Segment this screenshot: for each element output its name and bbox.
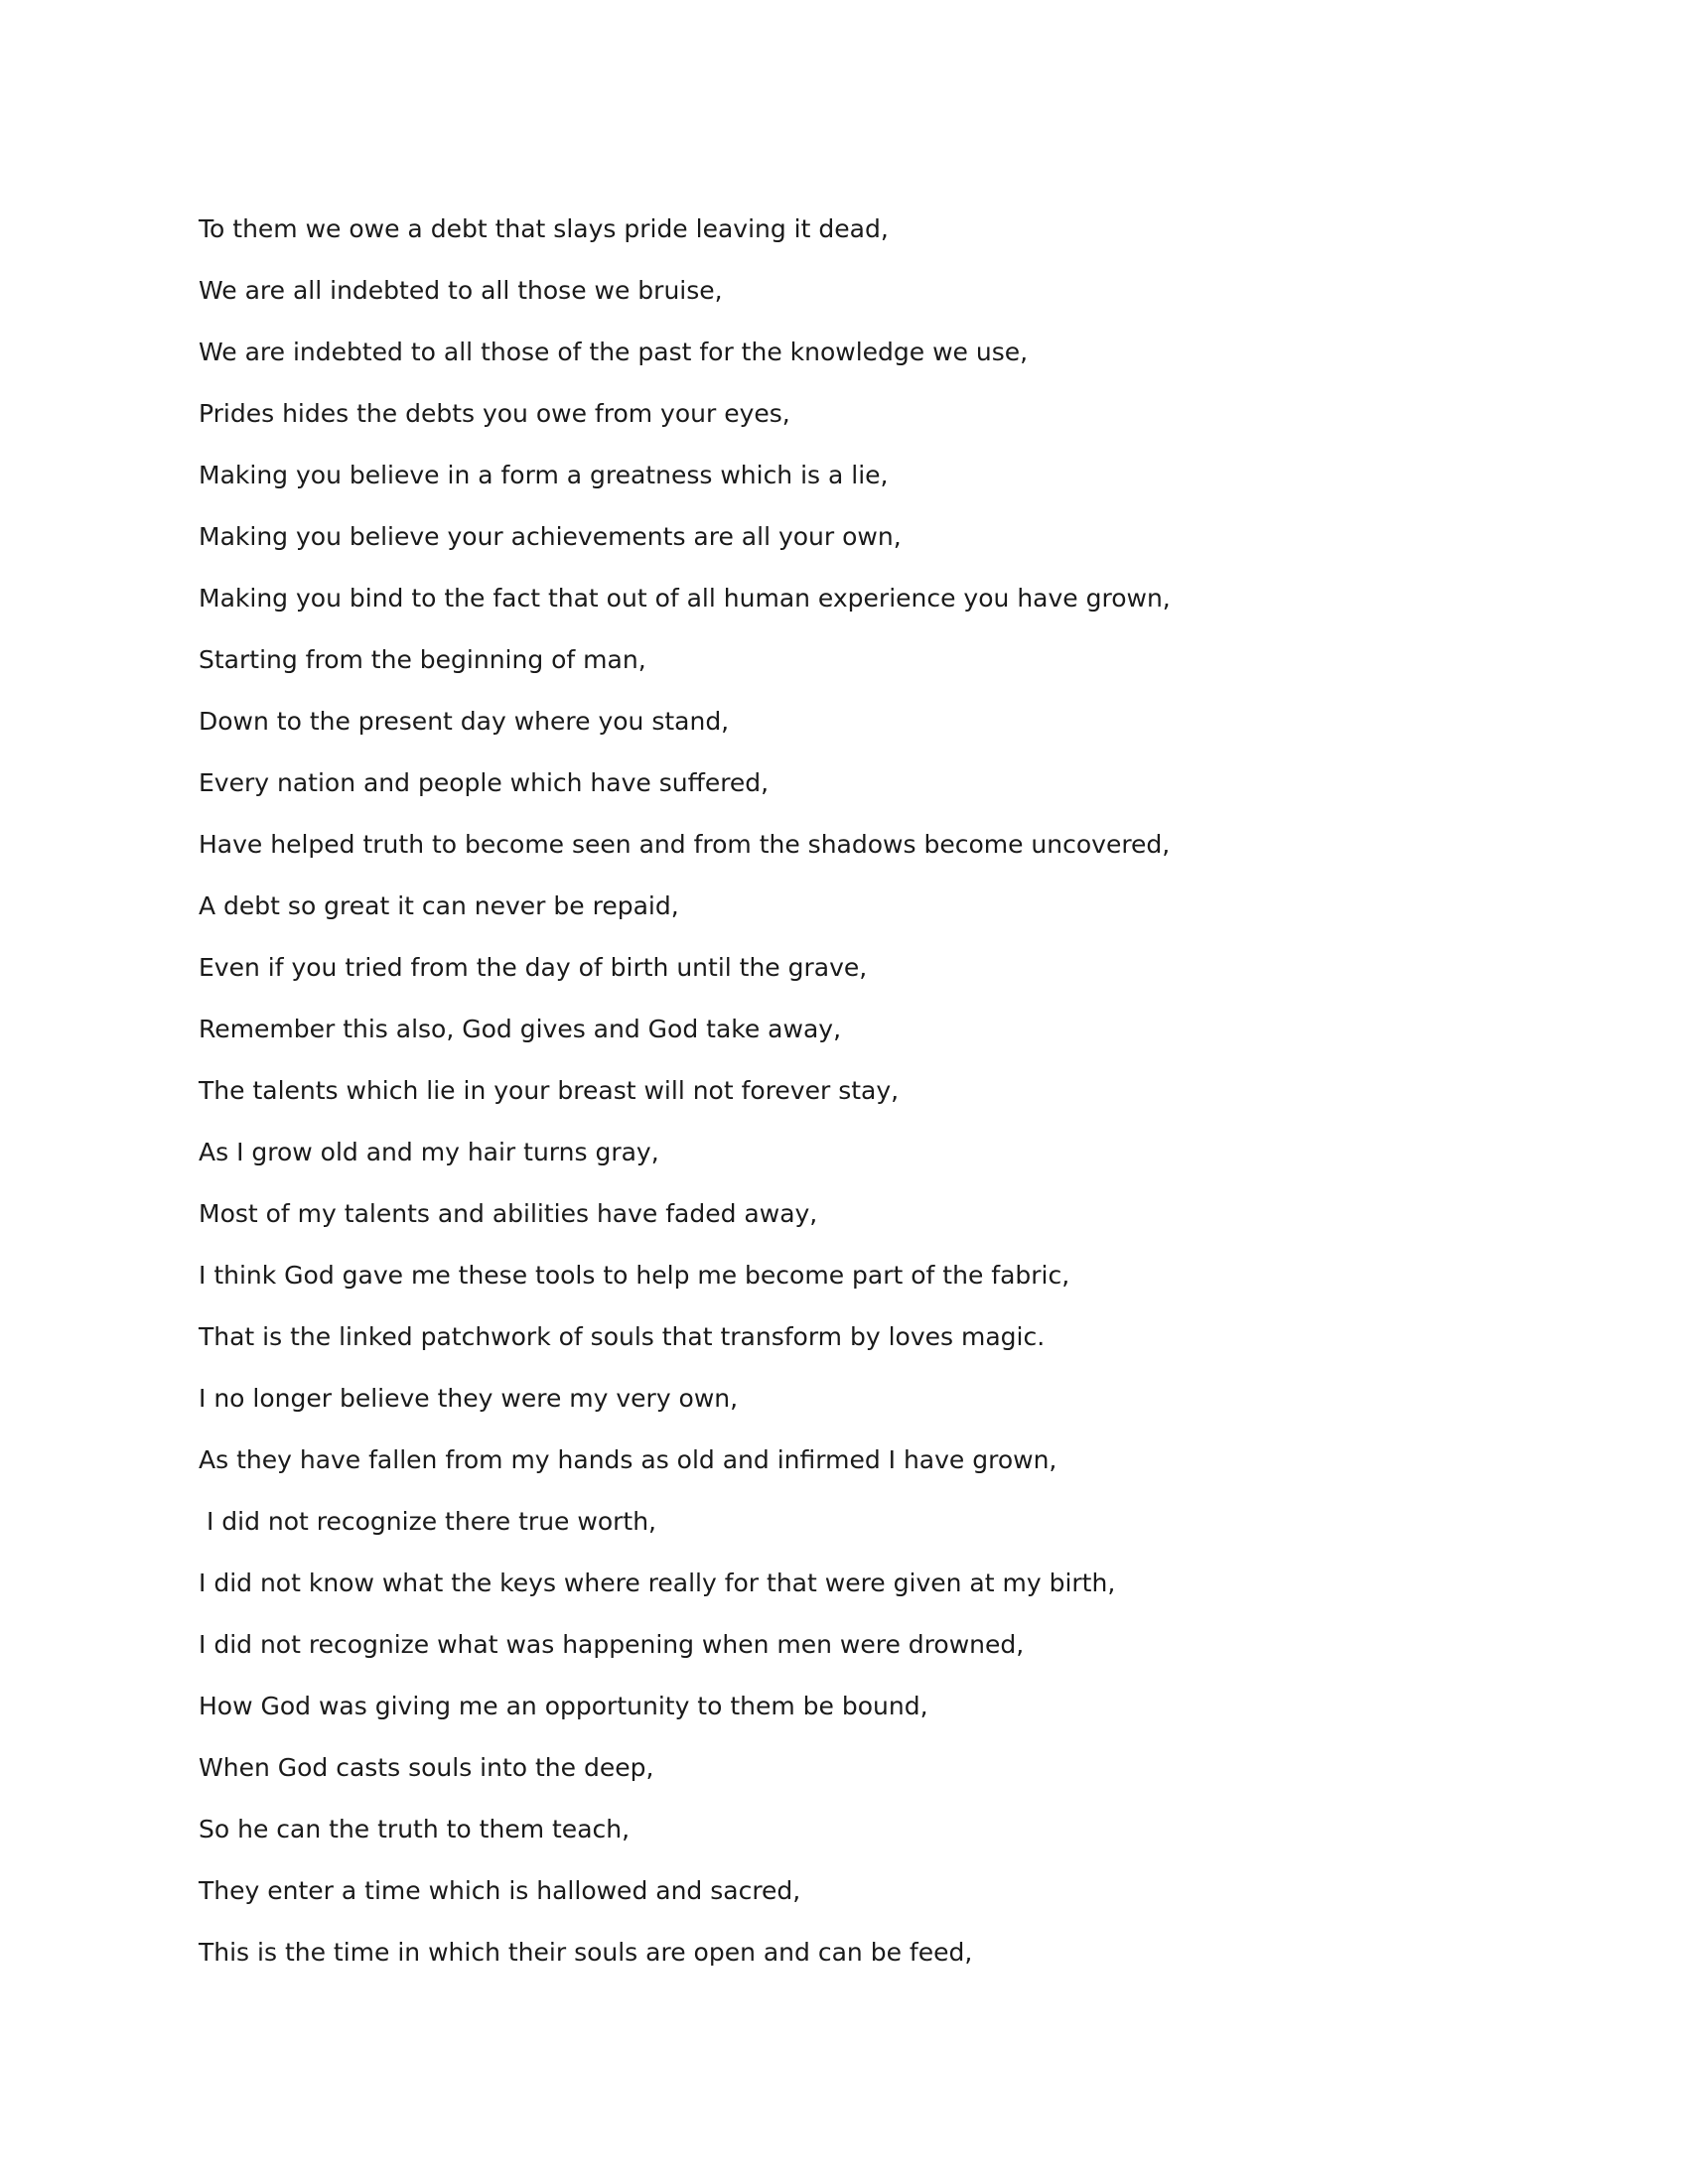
poem-line: So he can the truth to them teach,	[199, 1815, 631, 1843]
poem-line: Remember this also, God gives and God take away,	[199, 1015, 842, 1043]
poem-line: That is the linked patchwork of souls that transform by loves magic.	[199, 1322, 1046, 1351]
poem-line: How God was giving me an opportunity to them be bound,	[199, 1692, 928, 1720]
poem-line: I no longer believe they were my very own,	[199, 1384, 739, 1413]
poem-line: Prides hides the debts you owe from your eyes,	[199, 399, 790, 428]
poem-line: The talents which lie in your breast will not forever stay,	[199, 1076, 900, 1105]
poem-line: A debt so great it can never be repaid,	[199, 891, 679, 920]
poem-line: I did not recognize there true worth,	[199, 1507, 656, 1536]
poem-line: As they have fallen from my hands as old and infirmed I have grown,	[199, 1445, 1057, 1474]
poem-line: When God casts souls into the deep,	[199, 1753, 654, 1782]
poem-line: I think God gave me these tools to help me become part of the fabric,	[199, 1261, 1070, 1290]
poem-line: Making you believe in a form a greatness which is a lie,	[199, 461, 889, 489]
poem-line: To them we owe a debt that slays pride leaving it dead,	[199, 214, 889, 243]
poem-line: This is the time in which their souls are open and can be feed,	[199, 1938, 973, 1967]
poem-line: Making you believe your achievements are all your own,	[199, 522, 902, 551]
poem-line: Have helped truth to become seen and from the shadows become uncovered,	[199, 830, 1171, 859]
poem-line: I did not recognize what was happening when men were drowned,	[199, 1630, 1025, 1659]
poem-line: We are all indebted to all those we bruise,	[199, 276, 723, 305]
poem-line: I did not know what the keys where really for that were given at my birth,	[199, 1569, 1116, 1597]
poem-line: Making you bind to the fact that out of all human experience you have grown,	[199, 584, 1171, 613]
poem-line: Most of my talents and abilities have faded away,	[199, 1199, 818, 1228]
poem-body	[199, 199, 1489, 1983]
poem-line: They enter a time which is hallowed and sacred,	[199, 1876, 801, 1905]
poem-line: Down to the present day where you stand,	[199, 707, 730, 736]
poem-line: Starting from the beginning of man,	[199, 645, 646, 674]
poem-line: We are indebted to all those of the past for the knowledge we use,	[199, 338, 1029, 366]
poem-line: Even if you tried from the day of birth until the grave,	[199, 953, 868, 982]
poem-line: As I grow old and my hair turns gray,	[199, 1138, 659, 1166]
poem-line: Every nation and people which have suffered,	[199, 768, 770, 797]
